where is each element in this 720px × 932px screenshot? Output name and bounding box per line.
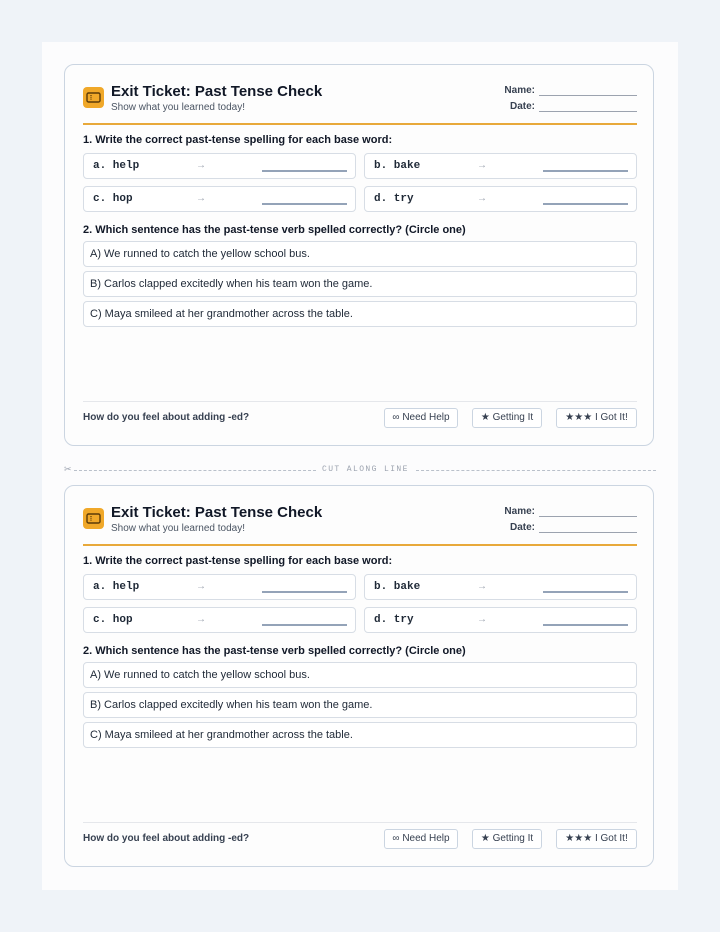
- date-line[interactable]: [539, 522, 637, 533]
- name-field[interactable]: [504, 85, 637, 96]
- arrow-icon: →: [477, 160, 487, 171]
- base-word: c. hop: [93, 614, 133, 626]
- arrow-icon: →: [477, 193, 487, 204]
- ticket-header: [83, 502, 637, 546]
- answer-blank[interactable]: [262, 591, 347, 593]
- date-field[interactable]: [510, 522, 637, 533]
- getting-it-button[interactable]: ★ Getting It: [472, 408, 542, 428]
- option-c[interactable]: C) Maya smileed at her grandmother across the table.: [83, 722, 637, 748]
- arrow-icon: →: [477, 581, 487, 592]
- answer-blank[interactable]: [543, 591, 628, 593]
- ticket-footer: [83, 822, 637, 853]
- cut-dash-right: [416, 470, 656, 471]
- ticket-title: Exit Ticket: Past Tense Check: [111, 83, 323, 100]
- feeling-prompt: How do you feel about adding -ed?: [83, 833, 250, 844]
- word-cell-bake[interactable]: [364, 153, 637, 179]
- arrow-icon: →: [196, 160, 206, 171]
- got-it-button[interactable]: ★★★ I Got It!: [556, 829, 637, 849]
- ticket-subtitle: Show what you learned today!: [111, 102, 245, 113]
- word-cell-hop[interactable]: [83, 607, 356, 633]
- question-2: 2. Which sentence has the past-tense verb spelled correctly? (Circle one): [83, 224, 466, 236]
- ticket-footer: [83, 401, 637, 432]
- base-word: b. bake: [374, 581, 421, 593]
- exit-ticket-2: [64, 485, 654, 867]
- scissors-icon: ✂: [64, 464, 72, 474]
- option-b[interactable]: B) Carlos clapped excitedly when his team won the game.: [83, 692, 637, 718]
- base-word: b. bake: [374, 160, 421, 172]
- question-1: 1. Write the correct past-tense spelling for each base word:: [83, 555, 393, 567]
- option-a[interactable]: A) We runned to catch the yellow school bus.: [83, 241, 637, 267]
- question-1: 1. Write the correct past-tense spelling for each base word:: [83, 134, 393, 146]
- need-help-button[interactable]: ∞ Need Help: [384, 408, 458, 428]
- question-2: 2. Which sentence has the past-tense verb spelled correctly? (Circle one): [83, 645, 466, 657]
- arrow-icon: →: [196, 614, 206, 625]
- answer-blank[interactable]: [262, 170, 347, 172]
- answer-blank[interactable]: [543, 203, 628, 205]
- word-cell-bake[interactable]: [364, 574, 637, 600]
- date-label: Date:: [509, 101, 535, 112]
- arrow-icon: →: [196, 581, 206, 592]
- cut-line: [64, 464, 656, 478]
- name-label: Name:: [504, 506, 535, 517]
- arrow-icon: →: [196, 193, 206, 204]
- option-a[interactable]: A) We runned to catch the yellow school bus.: [83, 662, 637, 688]
- date-line[interactable]: [539, 101, 637, 112]
- cut-dash-left: [74, 470, 316, 471]
- option-c[interactable]: C) Maya smileed at her grandmother across the table.: [83, 301, 637, 327]
- name-line[interactable]: [539, 85, 637, 96]
- base-word: a. help: [93, 581, 140, 593]
- base-word: d. try: [374, 193, 414, 205]
- cut-label: CUT ALONG LINE: [322, 465, 409, 474]
- date-field[interactable]: [510, 101, 637, 112]
- word-cell-try[interactable]: [364, 186, 637, 212]
- arrow-icon: →: [477, 614, 487, 625]
- got-it-button[interactable]: ★★★ I Got It!: [556, 408, 637, 428]
- base-word: d. try: [374, 614, 414, 626]
- word-cell-try[interactable]: [364, 607, 637, 633]
- name-field[interactable]: [504, 506, 637, 517]
- need-help-button[interactable]: ∞ Need Help: [384, 829, 458, 849]
- name-line[interactable]: [539, 506, 637, 517]
- answer-blank[interactable]: [543, 170, 628, 172]
- name-label: Name:: [504, 85, 535, 96]
- answer-blank[interactable]: [262, 624, 347, 626]
- ticket-header: [83, 81, 637, 125]
- base-word: c. hop: [93, 193, 133, 205]
- ticket-subtitle: Show what you learned today!: [111, 523, 245, 534]
- getting-it-button[interactable]: ★ Getting It: [472, 829, 542, 849]
- base-word: a. help: [93, 160, 140, 172]
- answer-blank[interactable]: [262, 203, 347, 205]
- word-cell-help[interactable]: [83, 574, 356, 600]
- ticket-icon: [83, 87, 104, 108]
- word-cell-help[interactable]: [83, 153, 356, 179]
- word-cell-hop[interactable]: [83, 186, 356, 212]
- exit-ticket-1: [64, 64, 654, 446]
- option-b[interactable]: B) Carlos clapped excitedly when his team won the game.: [83, 271, 637, 297]
- ticket-title: Exit Ticket: Past Tense Check: [111, 504, 323, 521]
- date-label: Date:: [509, 522, 535, 533]
- worksheet-page: [42, 42, 678, 890]
- feeling-prompt: How do you feel about adding -ed?: [83, 412, 250, 423]
- ticket-icon: [83, 508, 104, 529]
- answer-blank[interactable]: [543, 624, 628, 626]
